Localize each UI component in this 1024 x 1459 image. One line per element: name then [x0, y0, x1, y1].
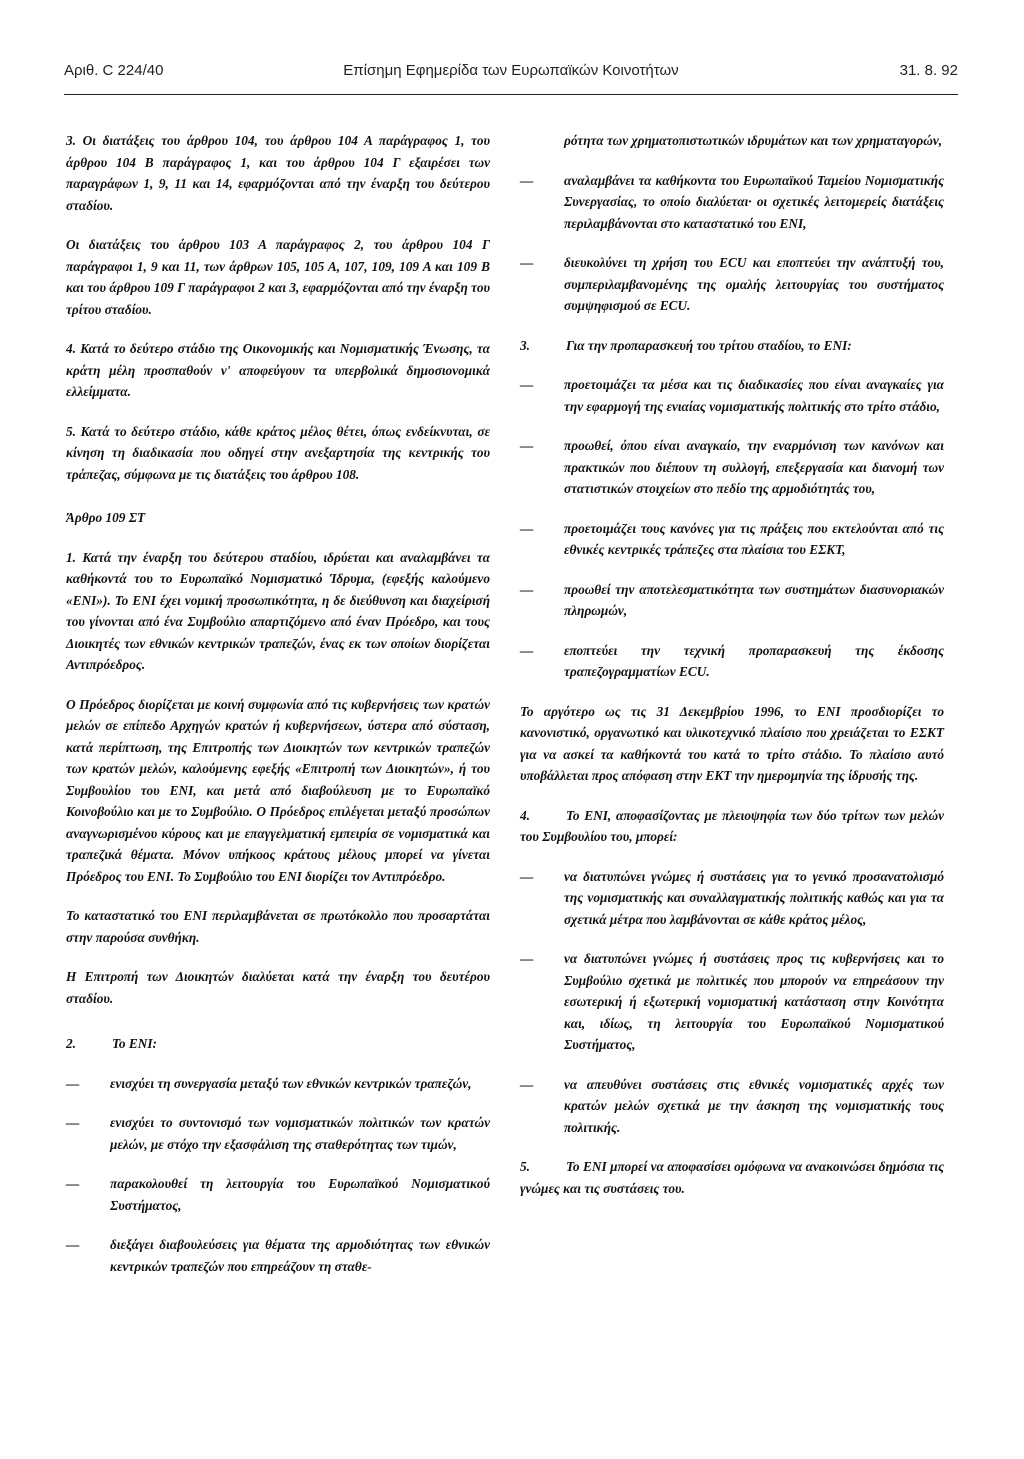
- dash-marker: —: [66, 1075, 80, 1091]
- list-item: [520, 518, 944, 561]
- paragraph-number: 4.: [520, 807, 530, 823]
- list-item-text: διευκολύνει τη χρήση του ECU και εποπτεύει την ανάπτυξή του, συμπεριλαμβανομένης της ομαλής λειτουργίας του συστήματος συμψηφισμού σε ECU.: [564, 255, 944, 313]
- list-item: [520, 252, 944, 317]
- numbered-paragraph: [66, 1033, 490, 1055]
- page-header: [64, 62, 958, 84]
- numbered-paragraph: [520, 805, 944, 848]
- dash-marker: —: [520, 868, 534, 884]
- right-column: [520, 130, 944, 1217]
- list-item-text: διεξάγει διαβουλεύσεις για θέματα της αρμοδιότητας των εθνικών κεντρικών τραπεζών που επηρεάζουν τη σταθε-: [110, 1237, 490, 1274]
- list-item: [66, 1112, 490, 1155]
- dash-marker: —: [520, 951, 534, 966]
- list-item: [520, 170, 944, 235]
- dash-marker: —: [66, 1237, 80, 1252]
- list-item: [66, 1173, 490, 1216]
- dash-marker: —: [520, 642, 534, 658]
- list-item: [66, 1073, 490, 1095]
- paragraph: Το καταστατικό του ΕΝΙ περιλαμβάνεται σε πρωτόκολλο που προσαρτάται στην παρούσα συνθήκη.: [66, 908, 490, 945]
- article-heading: Άρθρο 109 ΣΤ: [66, 510, 146, 525]
- list-item-text: να διατυπώνει γνώμες ή συστάσεις για το γενικό προσανατολισμό της νομισματικής και συναλλαγματικής πολιτικής καθώς και για τα σχετικά μέτρα που λαμβάνονται σε κάθε κράτος μέλος,: [564, 868, 944, 927]
- list-item: [520, 1074, 944, 1139]
- list-item-text: ενισχύει το συντονισμό των νομισματικών πολιτικών των κρατών μελών, με στόχο την εξασφάλιση της σταθερότητας των τιμών,: [110, 1115, 490, 1152]
- paragraph: 5. Κατά το δεύτερο στάδιο, κάθε κράτος μέλος θέτει, όπως ενδείκνυται, σε κίνηση τη διαδικασία που οδηγεί στην ανεξαρτησία της κεντρικής του τράπεζας, σύμφωνα με τις διατάξεις του άρθρου 108.: [66, 423, 490, 482]
- list-item-text: προετοιμάζει τα μέσα και τις διαδικασίες που είναι αναγκαίες για την εφαρμογή της ενιαίας νομισματικής πολιτικής στο τρίτο στάδιο,: [564, 377, 944, 414]
- paragraph-number: 3.: [520, 337, 530, 353]
- paragraph: Ο Πρόεδρος διορίζεται με κοινή συμφωνία από τις κυβερνήσεις των κρατών μελών σε επίπεδο Αρχηγών κρατών ή κυβερνήσεων, ύστερα από σύσταση, κατά περίπτωση, της Επιτροπής των Διοικητών των κεντρικών τραπεζών των κρατών μελών, καλούμενης εφεξής «Επιτροπή των Διοικητών», ή του Συμβουλίου του ΕΝΙ, και μετά από διαβούλευση με το Ευρωπαϊκό Κοινοβούλιο και με το Συμβούλιο. Ο Πρόεδρος επιλέγεται μεταξύ προσώπων αναγνωρισμένου κύρους και με επαγγελματική εμπειρία σε νομισματικά και τραπεζικά θέματα. Μόνον υπήκοος κράτους μέλους μπορεί να γίνεται Πρόεδρος του ΕΝΙ. Το Συμβούλιο του ΕΝΙ διορίζει τον Αντιπρόεδρο.: [66, 696, 490, 884]
- list-item-text: προωθεί την αποτελεσματικότητα των συστημάτων διασυνοριακών πληρωμών,: [564, 581, 944, 618]
- paragraph: 3. Οι διατάξεις του άρθρου 104, του άρθρου 104 Α παράγραφος 1, του άρθρου 104 Β παράγραφος 1, και του άρθρου 104 Γ εξαιρέσει των παραγράφων 1, 9, 11 και 14, εφαρμόζονται από την έναρξη του δεύτερου σταδίου.: [66, 133, 490, 213]
- numbered-paragraph: [520, 1156, 944, 1199]
- list-item: [520, 374, 944, 417]
- dash-marker: —: [520, 377, 534, 392]
- paragraph-text: Το ΕΝΙ, αποφασίζοντας με πλειοψηφία των δύο τρίτων των μελών του Συμβουλίου του, μπορεί:: [520, 807, 944, 844]
- list-item: [520, 640, 944, 683]
- paragraph: 1. Κατά την έναρξη του δεύτερου σταδίου, ιδρύεται και αναλαμβάνει τα καθήκοντά του το Ευρωπαϊκό Νομισματικό Ίδρυμα, (εφεξής καλούμενο «ΕΝΙ»). Το ΕΝΙ έχει νομική προσωπικότητα, η δε διεύθυνση και διαχείρισή του γίνονται από ένα Συμβούλιο απαρτιζόμενο από έναν Πρόεδρο, και τους Διοικητές των εθνικών κεντρικών τραπεζών, ένας εκ των οποίων διορίζεται Αντιπρόεδρος.: [66, 549, 490, 672]
- list-item: [520, 866, 944, 931]
- dash-marker: —: [66, 1115, 80, 1130]
- list-item: [520, 435, 944, 500]
- journal-reference: Αριθ. C 224/40: [64, 62, 164, 79]
- paragraph-text: Για την προπαρασκευή του τρίτου σταδίου, το ΕΝΙ:: [566, 337, 852, 353]
- dash-marker: —: [66, 1176, 80, 1191]
- paragraph: 4. Κατά το δεύτερο στάδιο της Οικονομικής και Νομισματικής Ένωσης, τα κράτη μέλη προσπαθούν ν' αποφεύγουν τα υπερβολικά δημοσιονομικά ελλείμματα.: [66, 341, 490, 399]
- paragraph-text: Το ΕΝΙ μπορεί να αποφασίσει ομόφωνα να ανακοινώσει δημόσια τις γνώμες και τις συστάσεις του.: [520, 1159, 944, 1196]
- list-item-text: ενισχύει τη συνεργασία μεταξύ των εθνικών κεντρικών τραπεζών,: [110, 1075, 472, 1091]
- dash-marker: —: [520, 255, 534, 270]
- list-item-text: να διατυπώνει γνώμες ή συστάσεις προς τις κυβερνήσεις και το Συμβούλιο σχετικά με πολιτικές που μπορούν να επηρεάσουν την εσωτερική ή εξωτερική νομισματική κατάσταση στην Κοινότητα και, ιδίως, τη λειτουργία του Ευρωπαϊκού Νομισματικού Συστήματος,: [564, 951, 944, 1052]
- list-item-text: να απευθύνει συστάσεις στις εθνικές νομισματικές αρχές των κρατών μελών σχετικά με την άσκηση της νομισματικής τους πολιτικής.: [564, 1076, 944, 1135]
- publication-date: 31. 8. 92: [899, 62, 958, 79]
- list-item: [66, 1234, 490, 1277]
- left-column: [66, 130, 490, 1295]
- numbered-paragraph: [520, 335, 944, 357]
- list-item: [520, 579, 944, 622]
- dash-marker: —: [520, 520, 534, 536]
- paragraph: Η Επιτροπή των Διοικητών διαλύεται κατά την έναρξη του δευτέρου σταδίου.: [66, 969, 490, 1006]
- list-item-text: παρακολουθεί τη λειτουργία του Ευρωπαϊκού Νομισματικού Συστήματος,: [110, 1176, 490, 1213]
- list-item-continuation: [520, 130, 944, 152]
- list-item: [520, 948, 944, 1056]
- dash-marker: —: [520, 581, 534, 597]
- paragraph-number: 2.: [66, 1036, 76, 1051]
- dash-marker: —: [520, 1076, 534, 1092]
- list-item-text: προετοιμάζει τους κανόνες για τις πράξεις που εκτελούνται από τις εθνικές κεντρικές τράπεζες στα πλαίσια του ΕΣΚΤ,: [564, 520, 944, 557]
- dash-marker: —: [520, 172, 534, 188]
- paragraph: Οι διατάξεις του άρθρου 103 Α παράγραφος 2, του άρθρου 104 Γ παράγραφοι 1, 9 και 11, των άρθρων 105, 105 Α, 107, 109, 109 Α και 109 Β και του άρθρου 109 Γ παράγραφοι 2 και 3, εφαρμόζονται από την έναρξη του τρίτου σταδίου.: [66, 237, 490, 317]
- list-item-text: εποπτεύει την τεχνική προπαρασκευή της έκδοσης τραπεζογραμματίων ECU.: [564, 642, 944, 679]
- paragraph-number: 5.: [520, 1159, 530, 1174]
- list-item-text: αναλαμβάνει τα καθήκοντα του Ευρωπαϊκού Ταμείου Νομισματικής Συνεργασίας, το οποίο διαλύεται· οι σχετικές λειτομερείς διατάξεις περιλαμβάνονται στο καταστατικό του ΕΝΙ,: [564, 172, 944, 231]
- paragraph-text: Το ΕΝΙ:: [112, 1036, 157, 1051]
- list-item-text: προωθεί, όπου είναι αναγκαίο, την εναρμόνιση των κανόνων και πρακτικών που διέπουν τη συλλογή, επεξεργασία και διανομή των στατιστικών στοιχείων στο πεδίο της αρμοδιότητάς του,: [564, 438, 944, 496]
- journal-title: Επίσημη Εφημερίδα των Ευρωπαϊκών Κοινοτήτων: [343, 62, 679, 79]
- header-rule: [64, 94, 958, 95]
- dash-marker: —: [520, 438, 534, 453]
- paragraph: Το αργότερο ως τις 31 Δεκεμβρίου 1996, το ΕΝΙ προσδιορίζει το κανονιστικό, οργανωτικό και υλικοτεχνικό πλαίσιο που χρειάζεται το ΕΣΚΤ για να ασκεί τα καθήκοντά του κατά το τρίτο στάδιο. Το πλαίσιο αυτό υποβάλλεται προς απόφαση στην ΕΚΤ την ημερομηνία της ίδρυσής της.: [520, 703, 944, 783]
- list-item-text: ρότητα των χρηματοπιστωτικών ιδρυμάτων και των χρηματαγορών,: [564, 133, 943, 148]
